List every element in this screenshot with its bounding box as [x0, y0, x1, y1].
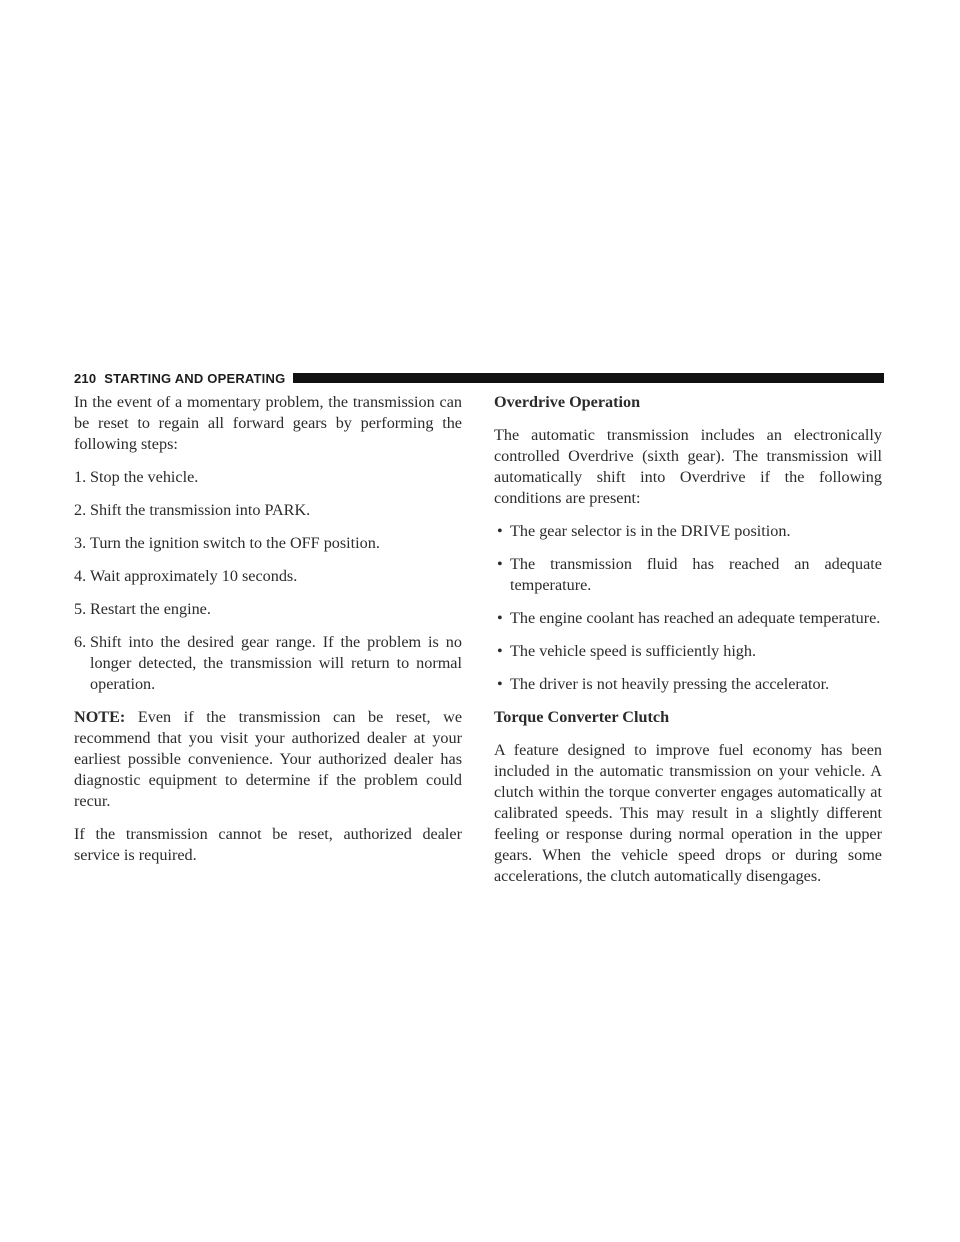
step-number: 2. — [74, 501, 87, 519]
overdrive-heading: Overdrive Operation — [494, 393, 641, 411]
left-column — [74, 392, 462, 866]
bullet-icon: • — [497, 642, 503, 660]
step-text: Restart the engine. — [90, 600, 211, 618]
step-text: Shift into the desired gear range. If the problem is no longer detected, the transmission will return to normal operation. — [90, 633, 462, 693]
step-text: Turn the ignition switch to the OFF position. — [90, 534, 380, 552]
header-rule — [293, 373, 884, 383]
step-number: 1. — [74, 468, 87, 486]
dealer-service-paragraph: If the transmission cannot be reset, authorized dealer service is required. — [74, 825, 462, 864]
reset-intro-paragraph: In the event of a momentary problem, the transmission can be reset to regain all forward gears by performing the following steps: — [74, 393, 462, 453]
section-title: STARTING AND OPERATING — [104, 370, 286, 386]
condition-text: The gear selector is in the DRIVE position. — [510, 522, 791, 540]
condition-text: The driver is not heavily pressing the accelerator. — [510, 675, 830, 693]
condition-item — [494, 674, 882, 695]
condition-text: The vehicle speed is sufficiently high. — [510, 642, 757, 660]
step-text: Wait approximately 10 seconds. — [90, 567, 298, 585]
condition-item — [494, 554, 882, 596]
page-header — [74, 369, 884, 387]
overdrive-intro-paragraph: The automatic transmission includes an electronically controlled Overdrive (sixth gear). The transmission will automatically shift into Overdrive if the following conditions are present: — [494, 426, 882, 507]
condition-text: The engine coolant has reached an adequate temperature. — [510, 609, 881, 627]
page-number: 210 — [74, 370, 97, 386]
bullet-icon: • — [497, 522, 503, 540]
reset-step-4 — [74, 566, 462, 587]
condition-item — [494, 521, 882, 542]
condition-item — [494, 608, 882, 629]
reset-step-1 — [74, 467, 462, 488]
step-number: 6. — [74, 633, 87, 651]
bullet-icon: • — [497, 675, 503, 693]
reset-step-2 — [74, 500, 462, 521]
condition-text: The transmission fluid has reached an adequate temperature. — [510, 555, 882, 594]
step-text: Shift the transmission into PARK. — [90, 501, 311, 519]
reset-step-5 — [74, 599, 462, 620]
bullet-icon: • — [497, 609, 503, 627]
note-text: Even if the transmission can be reset, we recommend that you visit your authorized dealer at your earliest possible convenience. Your authorized dealer has diagnostic equipment to determine if the problem could recur. — [74, 708, 463, 810]
condition-item — [494, 641, 882, 662]
note-label: NOTE: — [74, 708, 126, 726]
reset-step-6 — [74, 632, 462, 695]
step-number: 5. — [74, 600, 87, 618]
torque-converter-paragraph: A feature designed to improve fuel economy has been included in the automatic transmission on your vehicle. A clutch within the torque converter engages automatically at calibrated speeds. This may result in a slightly different feeling or response during normal operation in the upper gears. When the vehicle speed drops or during some accelerations, the clutch automatically disengages. — [494, 741, 882, 885]
step-number: 4. — [74, 567, 87, 585]
torque-converter-heading: Torque Converter Clutch — [494, 708, 670, 726]
right-column — [494, 392, 882, 887]
bullet-icon: • — [497, 555, 503, 573]
note-paragraph — [74, 707, 462, 812]
step-text: Stop the vehicle. — [90, 468, 199, 486]
step-number: 3. — [74, 534, 87, 552]
reset-step-3 — [74, 533, 462, 554]
